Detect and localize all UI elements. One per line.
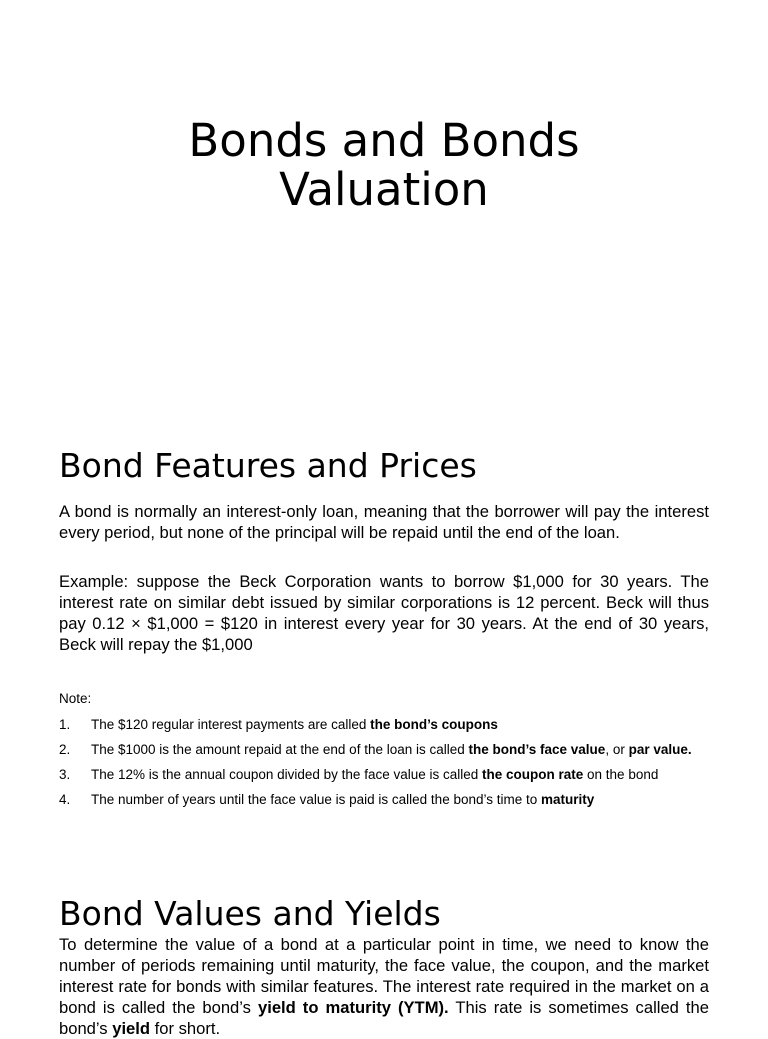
paragraph-bond-definition: A bond is normally an interest-only loan, meaning that the borrower will pay the interest every period, but none of the principal will be repaid until the end of the loan. (59, 502, 709, 542)
note-list-item (59, 791, 710, 808)
note-list (59, 716, 710, 816)
paragraph-text: To determine the value of a bond at a particular point in time, we need to know the number of periods remaining until maturity, the face value, the coupon, and the market interest rate for bonds with similar features. The interest rate required in the market on a bond is called the bond’s (59, 935, 709, 1017)
note-list-item (59, 716, 710, 733)
paragraph-text: for short. (150, 1019, 221, 1038)
paragraph-yield-to-maturity (59, 934, 709, 1039)
note-item-bold-term: the bond’s coupons (370, 717, 498, 732)
document-title-line-1: Bonds and Bonds (188, 114, 580, 167)
document-title (0, 116, 768, 214)
note-item-bold-term: maturity (541, 792, 595, 807)
note-item-number: 4. (59, 792, 71, 807)
section-heading-bond-features: Bond Features and Prices (59, 446, 477, 485)
note-item-text: The $120 regular interest payments are called (91, 717, 371, 732)
paragraph-bold-term: yield (112, 1019, 151, 1038)
note-list-item (59, 766, 710, 783)
note-item-bold-term: the bond’s face value (468, 742, 606, 757)
note-item-bold-term: the coupon rate (482, 767, 584, 782)
paragraph-text: This rate is sometimes called the bond’s (59, 998, 709, 1038)
note-item-bold-term: par value. (628, 742, 692, 757)
note-label: Note: (59, 691, 92, 706)
note-item-text: The 12% is the annual coupon divided by the face value is called (91, 767, 483, 782)
note-item-number: 3. (59, 767, 71, 782)
note-list-item (59, 741, 710, 758)
note-item-number: 1. (59, 717, 71, 732)
note-item-text: on the bond (583, 767, 659, 782)
note-item-text: The number of years until the face value is paid is called the bond’s time to (91, 792, 542, 807)
section-heading-bond-values: Bond Values and Yields (59, 894, 441, 933)
note-item-text: , or (605, 742, 629, 757)
paragraph-bold-term: yield to maturity (YTM). (257, 998, 449, 1017)
document-title-line-2: Valuation (279, 163, 489, 216)
note-item-text: The $1000 is the amount repaid at the end of the loan is called (91, 742, 469, 757)
note-item-number: 2. (59, 742, 71, 757)
paragraph-beck-example: Example: suppose the Beck Corporation wants to borrow $1,000 for 30 years. The interest rate on similar debt issued by similar corporations is 12 percent. Beck will thus pay 0.12 × $1,000 = $120 in interest every year for 30 years. At the end of 30 years, Beck will repay the $1,000 (59, 572, 709, 654)
